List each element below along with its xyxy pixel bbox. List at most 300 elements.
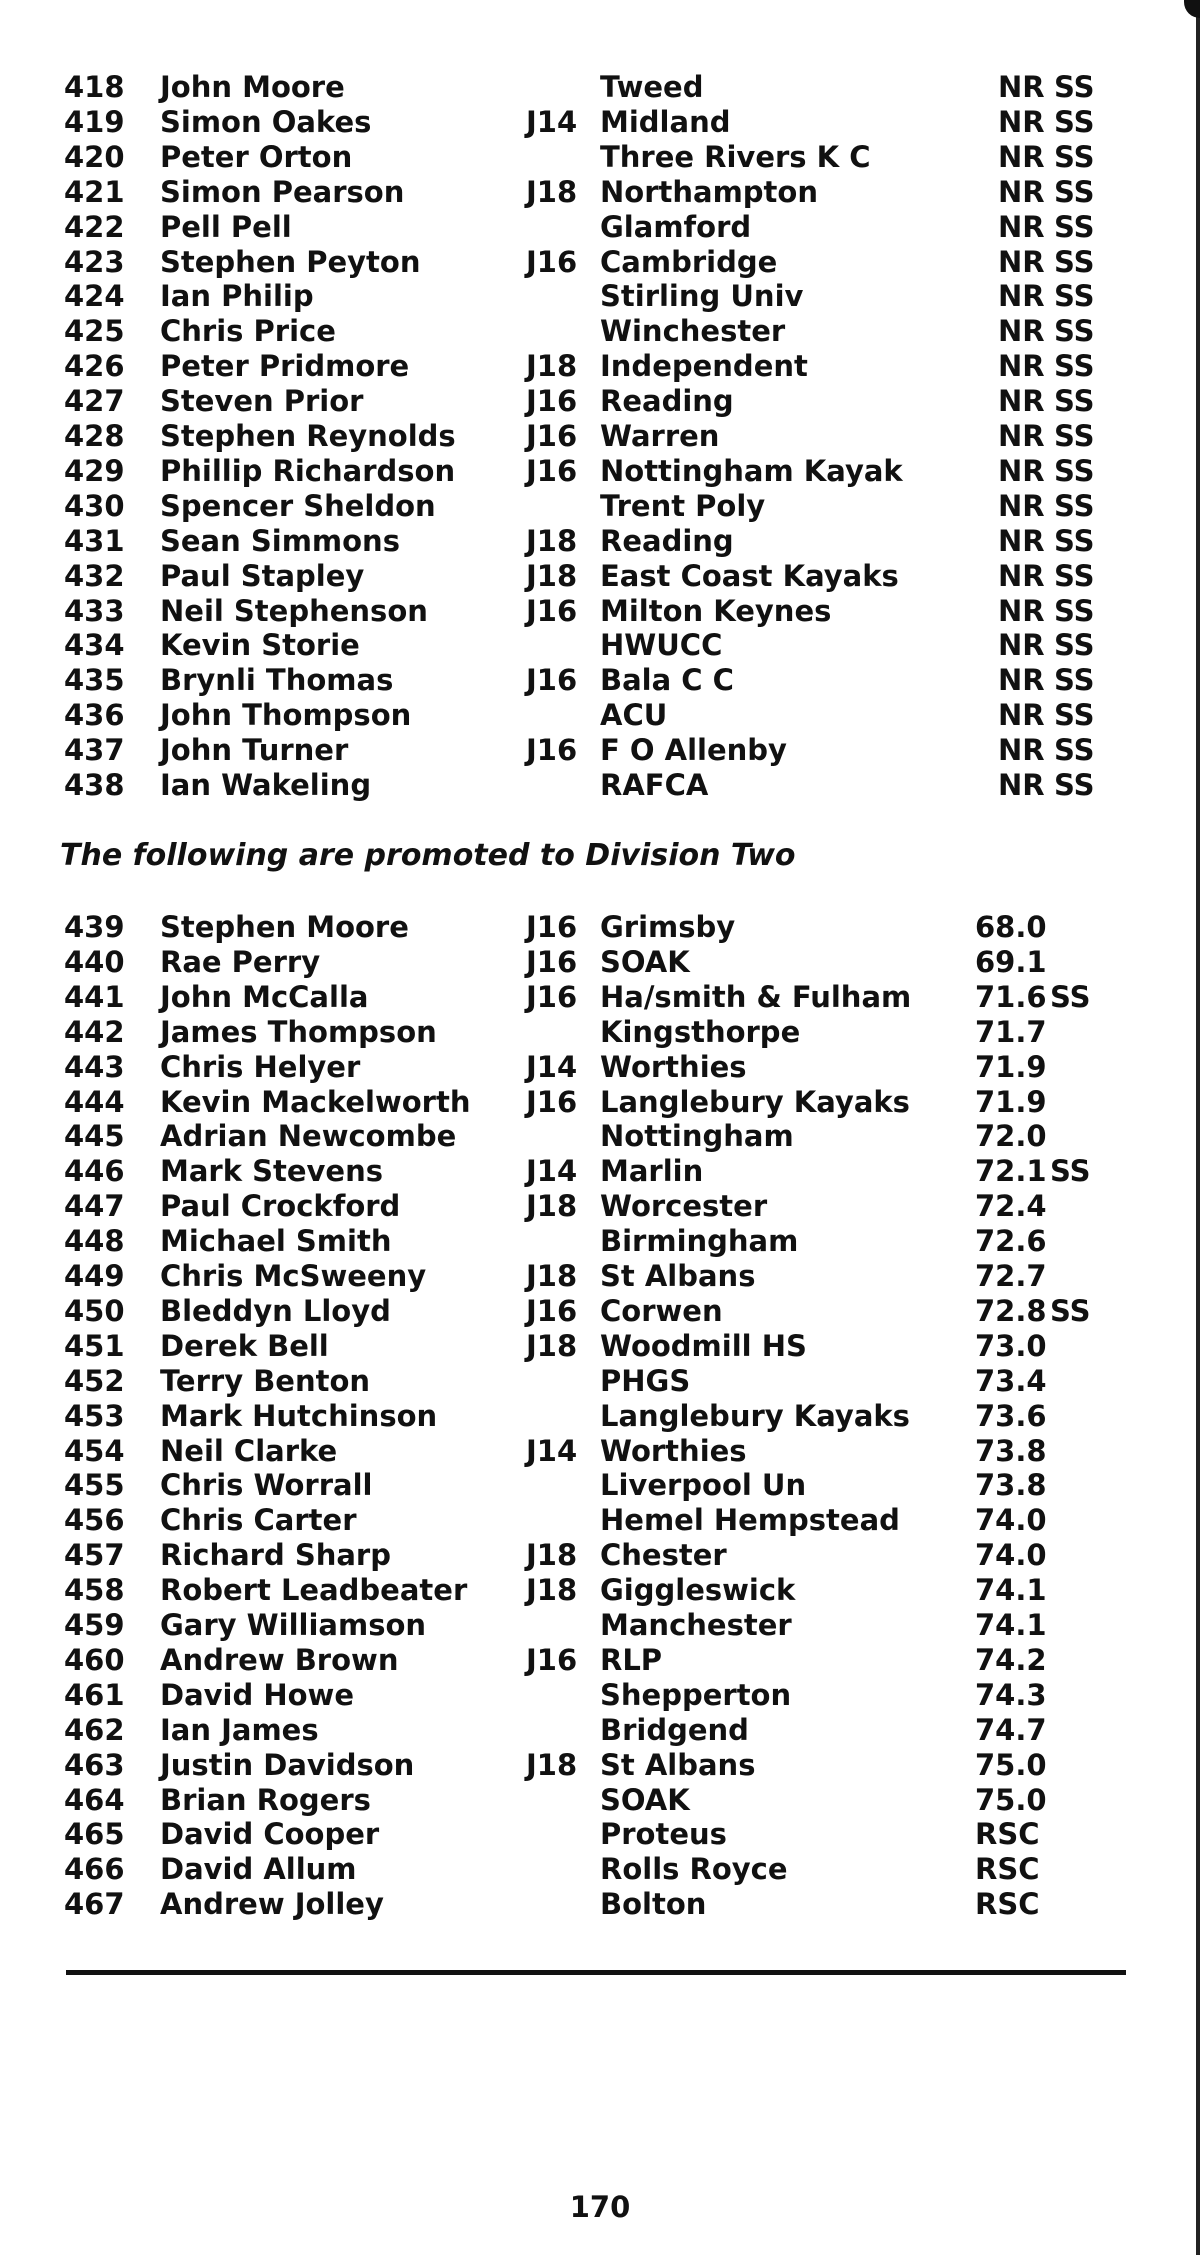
result-value: NR: [998, 174, 1045, 209]
result-row: [0, 1399, 1200, 1434]
result-value: 72.7: [975, 1259, 1047, 1293]
entry-number: 455: [64, 1468, 125, 1503]
ss-marker: SS: [1054, 488, 1095, 523]
competitor-name: David Allum: [160, 1852, 357, 1887]
club-name: Bala C C: [600, 663, 734, 698]
entry-number: 430: [64, 488, 125, 523]
result-value: NR: [998, 314, 1045, 349]
club-name: Midland: [600, 104, 731, 139]
club-name: Birmingham: [600, 1224, 799, 1259]
entry-number: 431: [64, 523, 125, 558]
competitor-name: Simon Pearson: [160, 174, 405, 209]
age-category: J18: [526, 1259, 578, 1293]
result-value: 75.0: [975, 1747, 1047, 1782]
result-row: [0, 1189, 1200, 1224]
result-value: NR: [998, 349, 1045, 384]
club-name: St Albans: [600, 1747, 756, 1782]
result-row: [0, 980, 1200, 1015]
club-name: SOAK: [600, 1782, 690, 1817]
club-name: Giggleswick: [600, 1573, 796, 1608]
entry-number: 460: [64, 1642, 125, 1677]
result-row: [0, 1224, 1200, 1259]
result-value: NR: [998, 279, 1045, 314]
competitor-name: Adrian Newcombe: [160, 1119, 457, 1154]
result-value: NR: [998, 523, 1045, 558]
age-category: J14: [526, 1049, 578, 1084]
competitor-name: Stephen Moore: [160, 910, 409, 944]
competitor-name: Chris Carter: [160, 1503, 357, 1538]
competitor-name: Chris Price: [160, 314, 336, 349]
club-name: PHGS: [600, 1363, 691, 1398]
ss-marker: SS: [1054, 139, 1095, 174]
result-value: RSC: [975, 1817, 1040, 1852]
club-name: RLP: [600, 1642, 663, 1677]
club-name: Proteus: [600, 1817, 727, 1852]
result-row: [0, 698, 1200, 733]
club-name: Cambridge: [600, 244, 778, 279]
age-category: J16: [526, 1642, 578, 1677]
club-name: Trent Poly: [600, 488, 766, 523]
result-row: [0, 314, 1200, 349]
entry-number: 440: [64, 944, 125, 979]
ss-marker: SS: [1054, 593, 1095, 628]
ss-marker: SS: [1054, 174, 1095, 209]
result-value: 72.1: [975, 1154, 1047, 1189]
club-name: F O Allenby: [600, 733, 787, 768]
page-edge-line: [1196, 0, 1200, 2255]
entry-number: 458: [64, 1573, 125, 1608]
result-row: [0, 454, 1200, 489]
ss-marker: SS: [1054, 384, 1095, 419]
competitor-name: John Turner: [160, 733, 349, 768]
age-category: J16: [526, 244, 578, 279]
result-value: NR: [998, 733, 1045, 768]
age-category: J16: [526, 453, 578, 488]
divider-rule: [66, 1970, 1126, 1975]
result-row: [0, 384, 1200, 419]
competitor-name: Ian Philip: [160, 279, 314, 314]
club-name: Worcester: [600, 1189, 768, 1224]
entry-number: 452: [64, 1363, 125, 1398]
result-value: NR: [998, 768, 1045, 802]
promotion-subheading: The following are promoted to Division Two: [60, 838, 796, 873]
club-name: Tweed: [600, 70, 704, 104]
result-row: [0, 245, 1200, 280]
age-category: J16: [526, 979, 578, 1014]
club-name: Three Rivers K C: [600, 139, 871, 174]
age-category: J16: [526, 384, 578, 419]
result-value: NR: [998, 663, 1045, 698]
result-row: [0, 1852, 1200, 1887]
result-row: [0, 70, 1200, 105]
competitor-name: John Moore: [160, 70, 345, 104]
result-row: [0, 1713, 1200, 1748]
result-row: [0, 1608, 1200, 1643]
result-row: [0, 175, 1200, 210]
entry-number: 446: [64, 1154, 125, 1189]
entry-number: 462: [64, 1712, 125, 1747]
result-value: NR: [998, 593, 1045, 628]
result-value: 71.9: [975, 1049, 1047, 1084]
entry-number: 434: [64, 628, 125, 663]
competitor-name: Stephen Reynolds: [160, 419, 456, 453]
entry-number: 424: [64, 279, 125, 314]
result-row: [0, 945, 1200, 980]
club-name: Milton Keynes: [600, 593, 832, 628]
competitor-name: Terry Benton: [160, 1363, 371, 1398]
club-name: SOAK: [600, 944, 690, 979]
age-category: J16: [526, 910, 578, 944]
competitor-name: Phillip Richardson: [160, 453, 456, 488]
club-name: Bolton: [600, 1887, 707, 1922]
club-name: Hemel Hempstead: [600, 1503, 900, 1538]
entry-number: 465: [64, 1817, 125, 1852]
club-name: HWUCC: [600, 628, 723, 663]
competitor-name: Paul Stapley: [160, 558, 365, 593]
competitor-name: Chris Worrall: [160, 1468, 373, 1503]
age-category: J18: [526, 523, 578, 558]
result-value: RSC: [975, 1852, 1040, 1887]
ss-marker: SS: [1054, 209, 1095, 244]
ss-marker: SS: [1054, 698, 1095, 733]
result-row: [0, 1748, 1200, 1783]
result-value: NR: [998, 384, 1045, 419]
club-name: Warren: [600, 419, 720, 453]
entry-number: 467: [64, 1887, 125, 1922]
result-value: NR: [998, 698, 1045, 733]
competitor-name: John McCalla: [160, 979, 369, 1014]
competitor-name: Pell Pell: [160, 209, 292, 244]
result-value: 73.6: [975, 1398, 1047, 1433]
entry-number: 459: [64, 1608, 125, 1642]
result-row: [0, 910, 1200, 945]
competitor-name: Paul Crockford: [160, 1189, 401, 1224]
age-category: J16: [526, 944, 578, 979]
entry-number: 466: [64, 1852, 125, 1887]
competitor-name: David Cooper: [160, 1817, 380, 1852]
competitor-name: Ian James: [160, 1712, 319, 1747]
competitor-name: Neil Stephenson: [160, 593, 428, 628]
competitor-name: Robert Leadbeater: [160, 1573, 468, 1608]
result-row: [0, 1294, 1200, 1329]
age-category: J18: [526, 558, 578, 593]
result-row: [0, 1364, 1200, 1399]
result-value: 74.0: [975, 1538, 1047, 1573]
club-name: Nottingham Kayak: [600, 453, 903, 488]
club-name: Grimsby: [600, 910, 736, 944]
competitor-name: Kevin Storie: [160, 628, 360, 663]
age-category: J14: [526, 1154, 578, 1189]
ss-marker: SS: [1054, 104, 1095, 139]
result-row: [0, 559, 1200, 594]
club-name: Langlebury Kayaks: [600, 1084, 910, 1119]
competitor-name: Chris Helyer: [160, 1049, 361, 1084]
result-row: [0, 489, 1200, 524]
club-name: Independent: [600, 349, 808, 384]
competitor-name: John Thompson: [160, 698, 412, 733]
competitor-name: Michael Smith: [160, 1224, 392, 1259]
competitor-name: Brynli Thomas: [160, 663, 394, 698]
result-value: NR: [998, 139, 1045, 174]
competitor-name: Gary Williamson: [160, 1608, 427, 1642]
result-value: 73.4: [975, 1363, 1047, 1398]
result-row: [0, 1434, 1200, 1469]
result-value: NR: [998, 488, 1045, 523]
competitor-name: Chris McSweeny: [160, 1259, 427, 1293]
club-name: Corwen: [600, 1293, 723, 1328]
ss-marker: SS: [1054, 244, 1095, 279]
club-name: Rolls Royce: [600, 1852, 788, 1887]
result-value: NR: [998, 244, 1045, 279]
age-category: J18: [526, 174, 578, 209]
club-name: Woodmill HS: [600, 1328, 807, 1363]
result-row: [0, 1503, 1200, 1538]
result-row: [0, 1817, 1200, 1852]
competitor-name: Peter Pridmore: [160, 349, 410, 384]
result-row: [0, 1643, 1200, 1678]
competitor-name: David Howe: [160, 1677, 354, 1712]
entry-number: 457: [64, 1538, 125, 1573]
entry-number: 444: [64, 1084, 125, 1119]
result-row: [0, 349, 1200, 384]
competitor-name: Mark Hutchinson: [160, 1398, 438, 1433]
result-row: [0, 279, 1200, 314]
entry-number: 427: [64, 384, 125, 419]
result-row: [0, 1329, 1200, 1364]
ss-marker: SS: [1054, 663, 1095, 698]
ss-marker: SS: [1054, 558, 1095, 593]
result-row: [0, 1783, 1200, 1818]
ss-marker: SS: [1050, 979, 1091, 1014]
result-value: 74.1: [975, 1608, 1047, 1642]
result-value: 72.0: [975, 1119, 1047, 1154]
result-row: [0, 419, 1200, 454]
entry-number: 461: [64, 1677, 125, 1712]
result-row: [0, 768, 1200, 803]
entry-number: 423: [64, 244, 125, 279]
competitor-name: Simon Oakes: [160, 104, 372, 139]
result-row: [0, 1050, 1200, 1085]
entry-number: 442: [64, 1014, 125, 1049]
club-name: Liverpool Un: [600, 1468, 807, 1503]
result-value: NR: [998, 453, 1045, 488]
result-value: NR: [998, 558, 1045, 593]
result-value: 73.0: [975, 1328, 1047, 1363]
entry-number: 436: [64, 698, 125, 733]
result-value: 69.1: [975, 944, 1047, 979]
result-row: [0, 524, 1200, 559]
competitor-name: Bleddyn Lloyd: [160, 1293, 391, 1328]
competitor-name: Ian Wakeling: [160, 768, 372, 802]
club-name: Reading: [600, 384, 734, 419]
result-value: 72.8: [975, 1293, 1047, 1328]
club-name: RAFCA: [600, 768, 709, 802]
result-row: [0, 663, 1200, 698]
entry-number: 439: [64, 910, 125, 944]
result-row: [0, 105, 1200, 140]
club-name: Manchester: [600, 1608, 792, 1642]
result-value: 73.8: [975, 1468, 1047, 1503]
result-value: 71.9: [975, 1084, 1047, 1119]
result-value: 71.6: [975, 979, 1047, 1014]
age-category: J18: [526, 1747, 578, 1782]
result-value: 75.0: [975, 1782, 1047, 1817]
age-category: J14: [526, 1433, 578, 1468]
club-name: Langlebury Kayaks: [600, 1398, 910, 1433]
age-category: J16: [526, 419, 578, 453]
result-value: NR: [998, 419, 1045, 453]
competitor-name: Spencer Sheldon: [160, 488, 436, 523]
result-row: [0, 1259, 1200, 1294]
entry-number: 454: [64, 1433, 125, 1468]
ss-marker: SS: [1054, 768, 1095, 802]
age-category: J18: [526, 349, 578, 384]
entry-number: 449: [64, 1259, 125, 1293]
club-name: St Albans: [600, 1259, 756, 1293]
result-value: 73.8: [975, 1433, 1047, 1468]
club-name: Ha/smith & Fulham: [600, 979, 912, 1014]
ss-marker: SS: [1054, 349, 1095, 384]
entry-number: 419: [64, 104, 125, 139]
result-value: 68.0: [975, 910, 1047, 944]
age-category: J16: [526, 593, 578, 628]
club-name: Stirling Univ: [600, 279, 804, 314]
competitor-name: James Thompson: [160, 1014, 437, 1049]
result-value: 74.0: [975, 1503, 1047, 1538]
result-row: [0, 1887, 1200, 1922]
competitor-name: Steven Prior: [160, 384, 364, 419]
age-category: J18: [526, 1573, 578, 1608]
result-row: [0, 1573, 1200, 1608]
entry-number: 447: [64, 1189, 125, 1224]
entry-number: 432: [64, 558, 125, 593]
competitor-name: Sean Simmons: [160, 523, 400, 558]
entry-number: 453: [64, 1398, 125, 1433]
club-name: Nottingham: [600, 1119, 794, 1154]
competitor-name: Andrew Jolley: [160, 1887, 384, 1922]
club-name: Worthies: [600, 1049, 747, 1084]
entry-number: 448: [64, 1224, 125, 1259]
ss-marker: SS: [1054, 628, 1095, 663]
result-row: [0, 1015, 1200, 1050]
entry-number: 438: [64, 768, 125, 802]
result-value: RSC: [975, 1887, 1040, 1922]
ss-marker: SS: [1054, 733, 1095, 768]
competitor-name: Rae Perry: [160, 944, 321, 979]
club-name: Worthies: [600, 1433, 747, 1468]
entry-number: 433: [64, 593, 125, 628]
entry-number: 445: [64, 1119, 125, 1154]
result-row: [0, 1678, 1200, 1713]
competitor-name: Justin Davidson: [160, 1747, 415, 1782]
entry-number: 463: [64, 1747, 125, 1782]
competitor-name: Stephen Peyton: [160, 244, 421, 279]
club-name: Northampton: [600, 174, 818, 209]
ss-marker: SS: [1050, 1154, 1091, 1189]
result-value: NR: [998, 209, 1045, 244]
age-category: J14: [526, 104, 578, 139]
entry-number: 418: [64, 70, 125, 104]
competitor-name: Richard Sharp: [160, 1538, 391, 1573]
club-name: East Coast Kayaks: [600, 558, 899, 593]
result-value: 74.2: [975, 1642, 1047, 1677]
age-category: J18: [526, 1538, 578, 1573]
result-row: [0, 210, 1200, 245]
result-value: 72.4: [975, 1189, 1047, 1224]
age-category: J18: [526, 1328, 578, 1363]
competitor-name: Peter Orton: [160, 139, 353, 174]
result-row: [0, 1085, 1200, 1120]
competitor-name: Kevin Mackelworth: [160, 1084, 471, 1119]
club-name: ACU: [600, 698, 668, 733]
age-category: J16: [526, 1084, 578, 1119]
result-value: NR: [998, 628, 1045, 663]
entry-number: 420: [64, 139, 125, 174]
competitor-name: Derek Bell: [160, 1328, 329, 1363]
competitor-name: Andrew Brown: [160, 1642, 399, 1677]
competitor-name: Mark Stevens: [160, 1154, 384, 1189]
result-row: [0, 1468, 1200, 1503]
age-category: J16: [526, 663, 578, 698]
result-value: 74.3: [975, 1677, 1047, 1712]
entry-number: 435: [64, 663, 125, 698]
club-name: Bridgend: [600, 1712, 749, 1747]
page-edge-corner: [1184, 0, 1200, 18]
result-row: [0, 1538, 1200, 1573]
ss-marker: SS: [1054, 279, 1095, 314]
entry-number: 429: [64, 453, 125, 488]
result-value: 71.7: [975, 1014, 1047, 1049]
result-row: [0, 733, 1200, 768]
result-value: 74.1: [975, 1573, 1047, 1608]
entry-number: 441: [64, 979, 125, 1014]
result-row: [0, 1154, 1200, 1189]
result-value: 72.6: [975, 1224, 1047, 1259]
age-category: J16: [526, 733, 578, 768]
result-row: [0, 140, 1200, 175]
club-name: Glamford: [600, 209, 752, 244]
club-name: Reading: [600, 523, 734, 558]
entry-number: 422: [64, 209, 125, 244]
page-number: 170: [569, 2190, 631, 2224]
club-name: Shepperton: [600, 1677, 792, 1712]
entry-number: 464: [64, 1782, 125, 1817]
ss-marker: SS: [1054, 453, 1095, 488]
result-value: NR: [998, 104, 1045, 139]
result-value: 74.7: [975, 1712, 1047, 1747]
ss-marker: SS: [1054, 314, 1095, 349]
age-category: J18: [526, 1189, 578, 1224]
club-name: Winchester: [600, 314, 786, 349]
result-row: [0, 1119, 1200, 1154]
club-name: Marlin: [600, 1154, 704, 1189]
result-value: NR: [998, 70, 1045, 104]
entry-number: 428: [64, 419, 125, 453]
entry-number: 450: [64, 1293, 125, 1328]
result-row: [0, 628, 1200, 663]
age-category: J16: [526, 1293, 578, 1328]
result-row: [0, 594, 1200, 629]
entry-number: 426: [64, 349, 125, 384]
entry-number: 456: [64, 1503, 125, 1538]
entry-number: 443: [64, 1049, 125, 1084]
ss-marker: SS: [1054, 523, 1095, 558]
club-name: Kingsthorpe: [600, 1014, 801, 1049]
competitor-name: Brian Rogers: [160, 1782, 371, 1817]
competitor-name: Neil Clarke: [160, 1433, 338, 1468]
entry-number: 451: [64, 1328, 125, 1363]
club-name: Chester: [600, 1538, 727, 1573]
